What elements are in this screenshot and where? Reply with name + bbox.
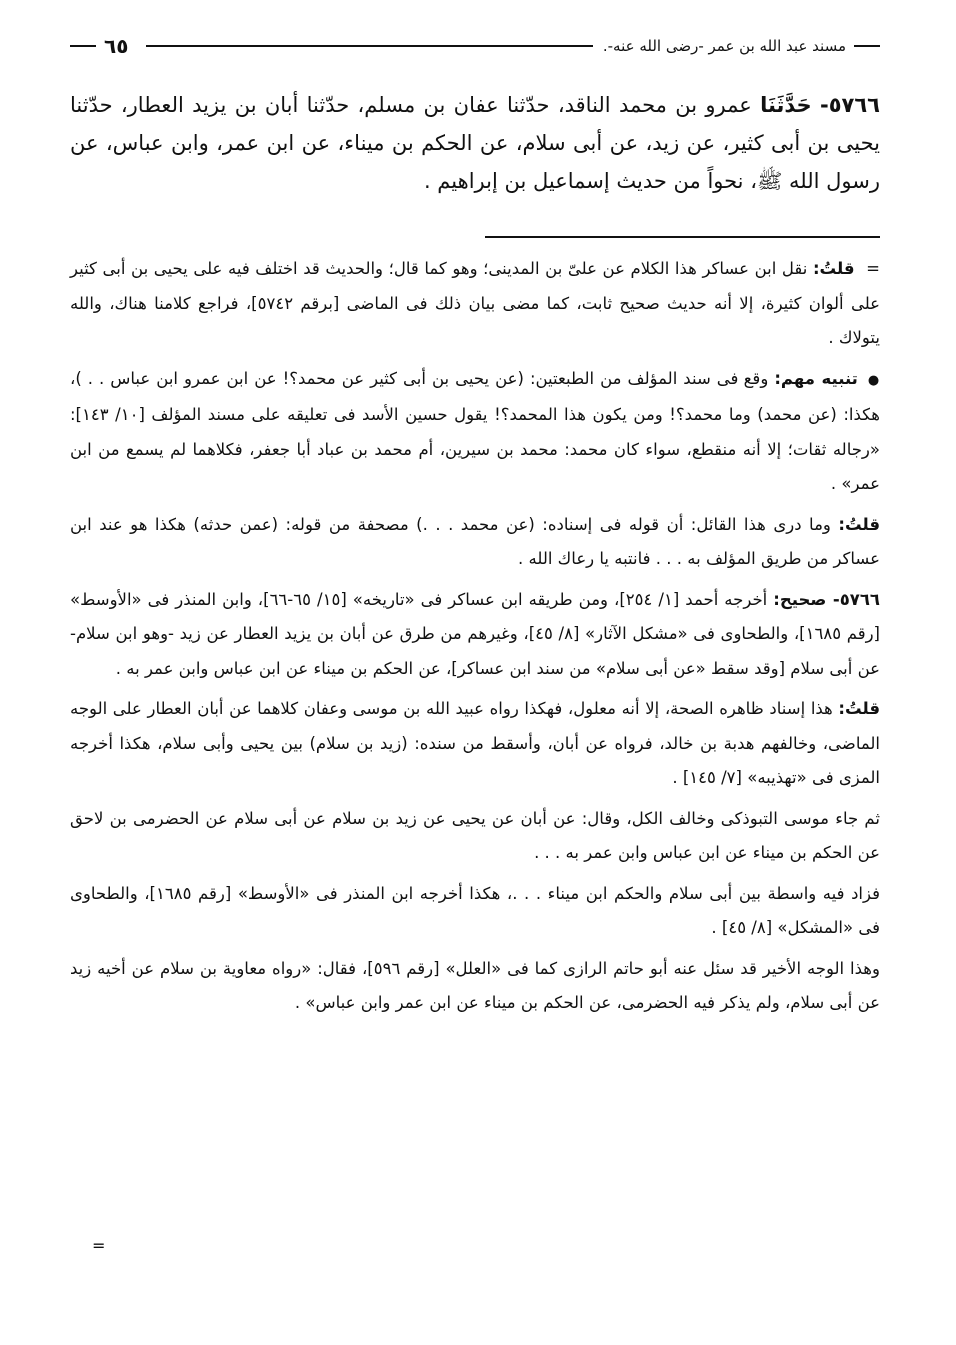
footnote-paragraph — [70, 802, 880, 871]
footnote-text: وقع فى سند المؤلف من الطبعتين: (عن يحيى بن أبى كثير عن محمد؟! عن ابن عمرو ابن عباس . . )، هكذا: (عن محمد) وما محمد؟! ومن يكون هذا المحمد؟! يقول حسين الأسد فى تعليقه على مسند المؤلف [١٠/ ١٤٣]: «رجاله ثقات؛ إلا أنه منقطع، سواء كان محمد: محمد بن سيرين، أم محمد بن عباد أبا جعفر، فكلاهما لم يسمع من ابن عمر» . — [70, 368, 880, 493]
footnote-lead: ٥٧٦٦- صحيح: — [773, 589, 880, 609]
page-number: ٦٥ — [104, 34, 129, 58]
footnote-text: هذا إسناد ظاهره الصحة، إلا أنه معلول، فهكذا رواه عبيد الله بن موسى وعفان كلاهما عن أبان العطار على الوجه الماضى، وخالفهم هدبة بن خالد، فرواه عن أبان، وأسقط من سنده: (زيد بن سلام) بين يحيى وأبى سلام، هكذا أخرجه المزى فى «تهذيبه» [٧/ ١٤٥] . — [70, 699, 880, 787]
footnote-paragraph — [70, 252, 880, 356]
header-dash-left — [70, 45, 96, 47]
footnote-text: أخرجه أحمد [١/ ٢٥٤]، ومن طريقه ابن عساكر فى «تاريخه» [١٥/ ٦٥-٦٦]، وابن المنذر فى «الأوسط» [رقم ١٦٨٥]، والطحاوى فى «مشكل الآثار» [٨/ ٤٥]، وغيرهم من طرق عن أبان بن يزيد العطار عن زيد -وهو ابن سلام- عن أبى سلام [وقد سقط «عن أبى سلام» من سند ابن عساكر]، عن الحكم بن ميناء عن ابن عباس وابن عمر به . — [70, 589, 880, 678]
header-dash-right — [854, 45, 880, 47]
running-title: مسند عبد الله بن عمر -رضى الله عنه-. — [602, 37, 846, 55]
footnote-paragraph — [70, 583, 880, 687]
footnote-paragraph — [70, 952, 880, 1021]
footnote-paragraph — [70, 362, 880, 502]
header-rule — [146, 45, 592, 47]
continuation-prefix: = — [866, 259, 880, 278]
hadith-opening: حَدَّثَنَا — [760, 93, 812, 117]
hadith-body: عمرو بن محمد الناقد، حدّثنا عفان بن مسلم، حدّثنا أبان بن يزيد العطار، حدّثنا يحيى بن أبى كثير، عن زيد، عن أبى سلام، عن الحكم بن ميناء، عن ابن عمر، وابن عباس، عن رسول الله ﷺ، نحواً من حديث إسماعيل بن إبراهيم . — [70, 93, 880, 193]
footnote-text: وهذا الوجه الأخير قد سئل عنه أبو حاتم الرازى كما فى «العلل» [رقم ٥٩٦]، فقال: «رواه معاوية بن سلام عن أخيه زيد عن أبى سلام، ولم يذكر فيه الحضرمى، عن الحكم بن ميناء عن ابن عمر وابن عباس» . — [70, 958, 880, 1012]
footnote-lead: قلتُ: — [812, 259, 855, 278]
footnote-text: وما درى هذا القائل: أن قوله فى إسناده: (عن محمد . . .) مصحفة من قوله: (عمن حدثه) هكذا هو عند ابن عساكر من طريق المؤلف به . . . فانتبه يا رعاك الله . — [70, 514, 880, 568]
footnote-paragraph — [70, 692, 880, 796]
footnotes — [70, 252, 880, 1027]
footnote-text: نقل ابن عساكر هذا الكلام عن علىّ بن المدينى؛ وهو كما قال؛ والحديث قد اختلف فيه على يحيى بن أبى كثير على ألوان كثيرة، إلا أنه حديث صحيح ثابت، كما مضى بيان ذلك فى الماضى [برقم ٥٧٤٢]، فراجع كلامنا هناك، والله يتولاك . — [70, 259, 880, 347]
hadith-text — [70, 86, 880, 200]
footnote-lead: قلتُ: — [838, 699, 880, 718]
continuation-mark: = — [92, 1236, 106, 1255]
page-header — [70, 32, 880, 60]
footnote-text: فزاد فيه واسطة بين أبى سلام والحكم ابن ميناء . . .، هكذا أخرجه ابن المنذر فى «الأوسط» [رقم ١٦٨٥]، والطحاوى فى «المشكل» [٨/ ٤٥] . — [70, 883, 880, 937]
book-page — [70, 0, 880, 1345]
bullet-icon: ● — [867, 372, 880, 388]
footnote-paragraph — [70, 877, 880, 946]
hadith-number: ٥٧٦٦- — [819, 93, 880, 117]
footnote-paragraph — [70, 508, 880, 577]
footnote-lead: تنبيه مهم: — [774, 368, 858, 388]
footnote-divider — [485, 236, 880, 238]
footnote-text: ثم جاء موسى التبوذكى وخالف الكل، وقال: عن أبان عن يحيى عن زيد بن سلام عن أبى سلام عن الحضرمى بن لاحق عن الحكم بن ميناء عن ابن عباس وابن عمر به . . . — [70, 808, 880, 862]
footnote-lead: قلتُ: — [838, 514, 880, 534]
